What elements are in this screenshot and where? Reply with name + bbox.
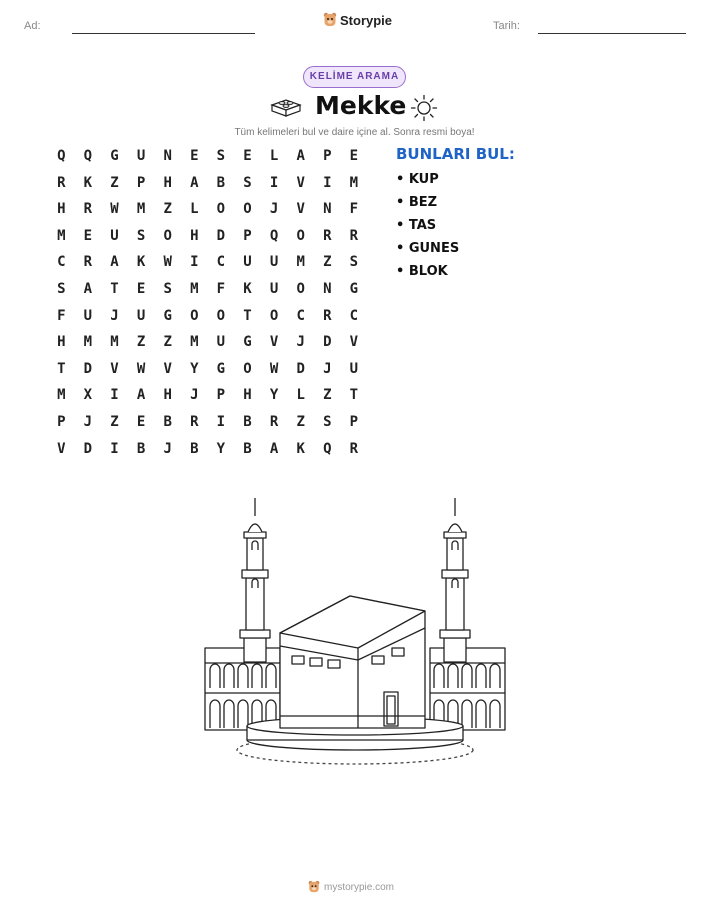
grid-letter[interactable]: K bbox=[296, 440, 305, 457]
grid-letter[interactable]: Z bbox=[163, 334, 172, 351]
grid-letter[interactable]: O bbox=[216, 201, 226, 218]
grid-letter[interactable]: B bbox=[136, 440, 146, 457]
grid-letter[interactable]: E bbox=[190, 148, 199, 164]
grid-letter[interactable]: J bbox=[110, 307, 119, 324]
word-item: • TAS bbox=[396, 218, 437, 233]
grid-letter[interactable]: I bbox=[323, 174, 332, 191]
grid-letter[interactable]: V bbox=[296, 201, 305, 218]
grid-letter[interactable]: K bbox=[136, 254, 146, 271]
grid-letter[interactable]: U bbox=[269, 254, 279, 271]
grid-letter[interactable]: R bbox=[349, 440, 359, 457]
grid-letter[interactable]: G bbox=[349, 281, 359, 297]
grid-letter[interactable]: P bbox=[57, 414, 66, 430]
logo bbox=[323, 12, 392, 28]
grid-letter[interactable]: V bbox=[110, 360, 119, 377]
name-line bbox=[72, 33, 255, 34]
grid-letter[interactable]: X bbox=[83, 387, 93, 404]
grid-letter[interactable]: G bbox=[243, 334, 252, 351]
grid-letter[interactable]: O bbox=[269, 307, 279, 324]
grid-letter[interactable]: S bbox=[323, 414, 332, 430]
grid-letter[interactable]: D bbox=[296, 360, 305, 377]
grid-letter[interactable]: Q bbox=[57, 148, 66, 164]
grid-letter[interactable]: F bbox=[216, 281, 226, 297]
grid-letter[interactable]: M bbox=[296, 254, 305, 271]
word-item: • KUP bbox=[396, 172, 439, 187]
grid-letter[interactable]: Q bbox=[269, 227, 279, 244]
grid-letter[interactable]: M bbox=[83, 334, 93, 351]
grid-letter[interactable]: V bbox=[349, 334, 359, 351]
grid-letter[interactable]: J bbox=[296, 334, 305, 351]
grid-letter[interactable]: I bbox=[110, 440, 119, 457]
grid-letter[interactable]: P bbox=[349, 414, 359, 430]
storypie-bear-icon bbox=[308, 880, 320, 894]
grid-letter[interactable]: V bbox=[296, 174, 305, 191]
grid-letter[interactable]: N bbox=[323, 201, 332, 218]
grid-letter[interactable]: J bbox=[163, 440, 172, 457]
grid-letter[interactable]: U bbox=[243, 254, 252, 271]
grid-letter[interactable]: H bbox=[163, 387, 172, 404]
grid-letter[interactable]: Z bbox=[323, 387, 332, 404]
grid-letter[interactable]: D bbox=[323, 334, 332, 351]
grid-letter[interactable]: M bbox=[349, 174, 359, 191]
grid-letter[interactable]: W bbox=[136, 360, 146, 377]
grid-letter[interactable]: B bbox=[190, 440, 199, 457]
grid-letter[interactable]: C bbox=[216, 254, 226, 271]
grid-letter[interactable]: U bbox=[110, 227, 119, 244]
grid-letter[interactable]: S bbox=[243, 174, 252, 191]
grid-letter[interactable]: T bbox=[110, 281, 119, 297]
grid-letter[interactable]: S bbox=[136, 227, 146, 244]
grid-letter[interactable]: V bbox=[269, 334, 279, 351]
grid-letter[interactable]: E bbox=[83, 227, 93, 244]
grid-letter[interactable]: C bbox=[57, 254, 66, 271]
grid-letter[interactable]: U bbox=[349, 360, 359, 377]
grid-letter[interactable]: P bbox=[323, 148, 332, 164]
grid-letter[interactable]: Y bbox=[190, 360, 199, 377]
grid-letter[interactable]: Z bbox=[110, 174, 119, 191]
grid-letter[interactable]: U bbox=[136, 148, 146, 164]
grid-letter[interactable]: O bbox=[296, 281, 305, 297]
grid-letter[interactable]: R bbox=[57, 174, 66, 191]
grid-letter[interactable]: E bbox=[349, 148, 359, 164]
grid-letter[interactable]: O bbox=[243, 360, 252, 377]
grid-letter[interactable]: J bbox=[269, 201, 279, 218]
grid-letter[interactable]: O bbox=[163, 227, 172, 244]
grid-letter[interactable]: R bbox=[83, 201, 93, 218]
footer bbox=[308, 880, 394, 894]
storypie-bear-icon bbox=[323, 12, 337, 28]
grid-letter[interactable]: R bbox=[83, 254, 93, 271]
activity-badge: KELİME ARAMA bbox=[303, 66, 406, 88]
name-label: Ad: bbox=[24, 20, 41, 32]
grid-letter[interactable]: O bbox=[190, 307, 199, 324]
grid-letter[interactable]: B bbox=[243, 414, 252, 430]
grid-letter[interactable]: H bbox=[163, 174, 172, 191]
grid-letter[interactable]: M bbox=[110, 334, 119, 351]
grid-letter[interactable]: B bbox=[216, 174, 226, 191]
grid-letter[interactable]: J bbox=[83, 414, 93, 430]
grid-letter[interactable]: W bbox=[269, 360, 279, 377]
date-line bbox=[538, 33, 686, 34]
grid-letter[interactable]: R bbox=[190, 414, 199, 430]
grid-letter[interactable]: U bbox=[83, 307, 93, 324]
grid-letter[interactable]: Z bbox=[296, 414, 305, 430]
grid-letter[interactable]: M bbox=[190, 334, 199, 351]
page-title: Mekke bbox=[315, 91, 407, 120]
grid-letter[interactable]: D bbox=[83, 360, 93, 377]
grid-letter[interactable]: U bbox=[136, 307, 146, 324]
grid-letter[interactable]: J bbox=[323, 360, 332, 377]
grid-letter[interactable]: I bbox=[190, 254, 199, 271]
grid-letter[interactable]: Y bbox=[216, 440, 226, 457]
grid-letter[interactable]: H bbox=[243, 387, 252, 404]
grid-letter[interactable]: Z bbox=[136, 334, 146, 351]
grid-letter[interactable]: L bbox=[190, 201, 199, 218]
grid-letter[interactable]: L bbox=[269, 148, 279, 164]
grid-letter[interactable]: A bbox=[269, 440, 279, 457]
grid-letter[interactable]: R bbox=[323, 227, 332, 244]
title-row bbox=[268, 91, 440, 125]
grid-letter[interactable]: T bbox=[57, 360, 66, 377]
grid-letter[interactable]: Y bbox=[269, 387, 279, 404]
grid-letter[interactable]: R bbox=[323, 307, 332, 324]
grid-letter[interactable]: I bbox=[269, 174, 279, 191]
sun-icon bbox=[410, 94, 438, 122]
grid-letter[interactable]: J bbox=[190, 387, 199, 404]
grid-letter[interactable]: S bbox=[163, 281, 172, 297]
grid-letter[interactable]: R bbox=[349, 227, 359, 244]
grid-letter[interactable]: A bbox=[83, 281, 93, 297]
grid-letter[interactable]: D bbox=[216, 227, 226, 244]
grid-letter[interactable]: F bbox=[349, 201, 359, 218]
grid-letter[interactable]: C bbox=[349, 307, 359, 324]
word-list bbox=[396, 145, 515, 279]
grid-letter[interactable]: A bbox=[110, 254, 119, 271]
word-item: • BLOK bbox=[396, 264, 448, 279]
kaaba-mosque-illustration bbox=[200, 488, 510, 773]
grid-letter[interactable]: A bbox=[190, 174, 199, 191]
grid-letter[interactable]: E bbox=[136, 414, 146, 430]
grid-letter[interactable]: N bbox=[163, 148, 172, 164]
grid-letter[interactable]: O bbox=[243, 201, 252, 218]
grid-letter[interactable]: S bbox=[349, 254, 359, 271]
grid-letter[interactable]: W bbox=[163, 254, 172, 271]
grid-letter[interactable]: Z bbox=[323, 254, 332, 271]
grid-letter[interactable]: U bbox=[269, 281, 279, 297]
grid-letter[interactable]: L bbox=[296, 387, 305, 404]
grid-letter[interactable]: M bbox=[57, 387, 66, 404]
grid-letter[interactable]: A bbox=[136, 387, 146, 404]
grid-letter[interactable]: G bbox=[163, 307, 172, 324]
grid-letter[interactable]: O bbox=[216, 307, 226, 324]
grid-letter[interactable]: Q bbox=[83, 148, 93, 164]
grid-letter[interactable]: T bbox=[243, 307, 252, 324]
date-label: Tarih: bbox=[493, 20, 520, 32]
grid-letter[interactable]: B bbox=[243, 440, 252, 457]
grid-letter[interactable]: M bbox=[136, 201, 146, 218]
grid-letter[interactable]: O bbox=[296, 227, 305, 244]
word-list-title: BUNLARI BUL: bbox=[396, 145, 515, 163]
word-item: • BEZ bbox=[396, 195, 438, 210]
grid-letter[interactable]: P bbox=[136, 174, 146, 191]
grid-letter[interactable]: I bbox=[110, 387, 119, 404]
grid-letter[interactable]: K bbox=[243, 281, 252, 297]
grid-letter[interactable]: Z bbox=[110, 414, 119, 430]
grid-letter[interactable]: E bbox=[243, 148, 252, 164]
grid-letter[interactable]: H bbox=[190, 227, 199, 244]
lego-brick-icon bbox=[270, 96, 302, 118]
grid-letter[interactable]: Z bbox=[163, 201, 172, 218]
grid-letter[interactable]: H bbox=[57, 334, 66, 351]
grid-letter[interactable]: P bbox=[216, 387, 226, 404]
grid-letter[interactable]: C bbox=[296, 307, 305, 324]
grid-letter[interactable]: A bbox=[296, 148, 305, 164]
grid-letter[interactable]: T bbox=[349, 387, 359, 404]
grid-letter[interactable]: V bbox=[57, 440, 66, 457]
grid-letter[interactable]: I bbox=[216, 414, 226, 430]
grid-letter[interactable]: E bbox=[136, 281, 146, 297]
grid-letter[interactable]: S bbox=[216, 148, 226, 164]
grid-letter[interactable]: D bbox=[83, 440, 93, 457]
grid-letter[interactable]: F bbox=[57, 307, 66, 324]
grid-letter[interactable]: K bbox=[83, 174, 93, 191]
instructions: Tüm kelimeleri bul ve daire içine al. Sonra resmi boya! bbox=[234, 127, 475, 138]
grid-letter[interactable]: P bbox=[243, 227, 252, 244]
grid-letter[interactable]: B bbox=[163, 414, 172, 430]
grid-letter[interactable]: V bbox=[163, 360, 172, 377]
grid-letter[interactable]: G bbox=[216, 360, 226, 377]
grid-letter[interactable]: M bbox=[57, 227, 66, 244]
grid-letter[interactable]: W bbox=[110, 201, 119, 218]
footer-url: mystorypie.com bbox=[324, 881, 395, 893]
grid-letter[interactable]: S bbox=[57, 281, 66, 297]
grid-letter[interactable]: U bbox=[216, 334, 226, 351]
logo-text: Storypie bbox=[340, 12, 393, 28]
grid-letter[interactable]: R bbox=[269, 414, 279, 430]
grid-letter[interactable]: Q bbox=[323, 440, 332, 457]
word-item: • GUNES bbox=[396, 241, 460, 256]
grid-letter[interactable]: G bbox=[110, 148, 119, 164]
grid-letter[interactable]: M bbox=[190, 281, 199, 297]
grid-letter[interactable]: N bbox=[323, 281, 332, 297]
grid-letter[interactable]: H bbox=[57, 201, 66, 218]
